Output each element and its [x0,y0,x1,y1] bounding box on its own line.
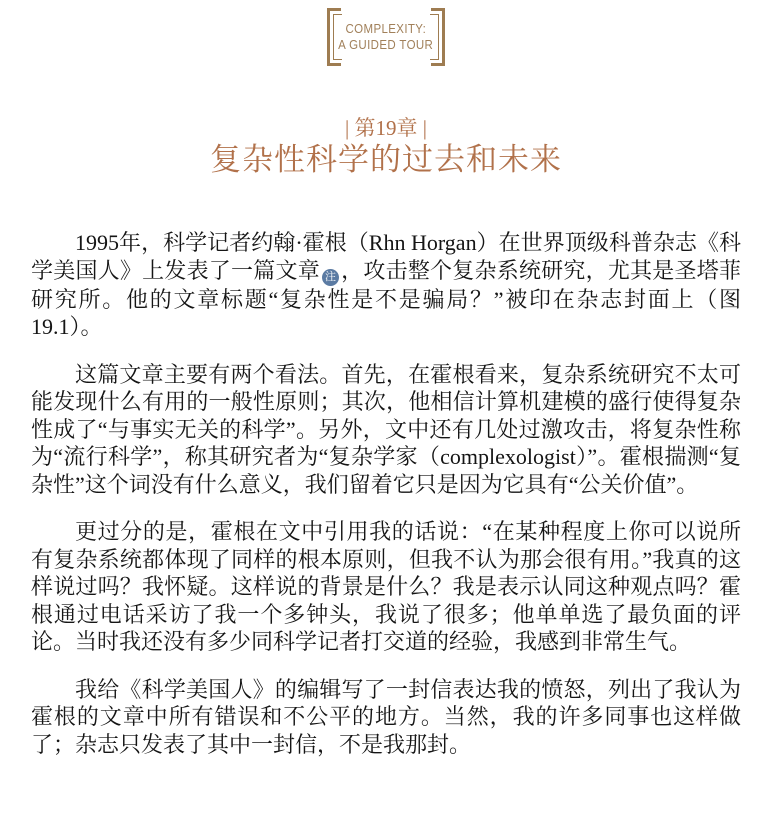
footnote-note-icon[interactable]: 注 [322,269,339,286]
paragraph-1-text-before-note: 1995年，科学记者约翰·霍根（Rhn Horgan）在世界顶级科普杂志《科学美国人》上发表了一篇文章 [31,230,741,283]
paragraph-2: 这篇文章主要有两个看法。首先，在霍根看来，复杂系统研究不太可能发现什么有用的一般性原则；其次，他相信计算机建模的盛行使得复杂性成了“与事实无关的科学”。另外，文中还有几处过激攻击，将复杂性称为“流行科学”，称其研究者为“复杂学家（complexologist）”。霍根揣测“复杂性”这个词没有什么意义，我们留着它只是因为它具有“公关价值”。 [31,361,741,497]
publisher-logo [327,8,445,66]
chapter-title: 复杂性科学的过去和未来 [210,142,562,177]
logo-text-line1: COMPLEXITY: [345,21,427,36]
paragraph-1 [31,229,741,341]
paragraph-3: 更过分的是，霍根在文中引用我的话说：“在某种程度上你可以说所有复杂系统都体现了同样的根本原则，但我不认为那会很有用。”我真的这样说过吗？我怀疑。这样说的背景是什么？我是表示认同这种观点吗？霍根通过电话采访了我一个多钟头，我说了很多；他单单选了最负面的评论。当时我还没有多少同科学记者打交道的经验，我感到非常生气。 [31,519,741,654]
logo-text-line2: A GUIDED TOUR [338,38,434,52]
paragraph-1-text-after-note: ，攻击整个复杂系统研究，尤其是圣塔菲研究所。他的文章标题“复杂性是不是骗局？”被印在杂志封面上（图19.1）。 [31,257,741,339]
article-body [31,229,741,758]
chapter-number-label: | 第19章 | [345,116,427,140]
paragraph-4: 我给《科学美国人》的编辑写了一封信表达我的愤怒，列出了我认为霍根的文章中所有错误和不公平的地方。当然，我的许多同事也这样做了；杂志只发表了其中一封信，不是我那封。 [31,676,741,757]
